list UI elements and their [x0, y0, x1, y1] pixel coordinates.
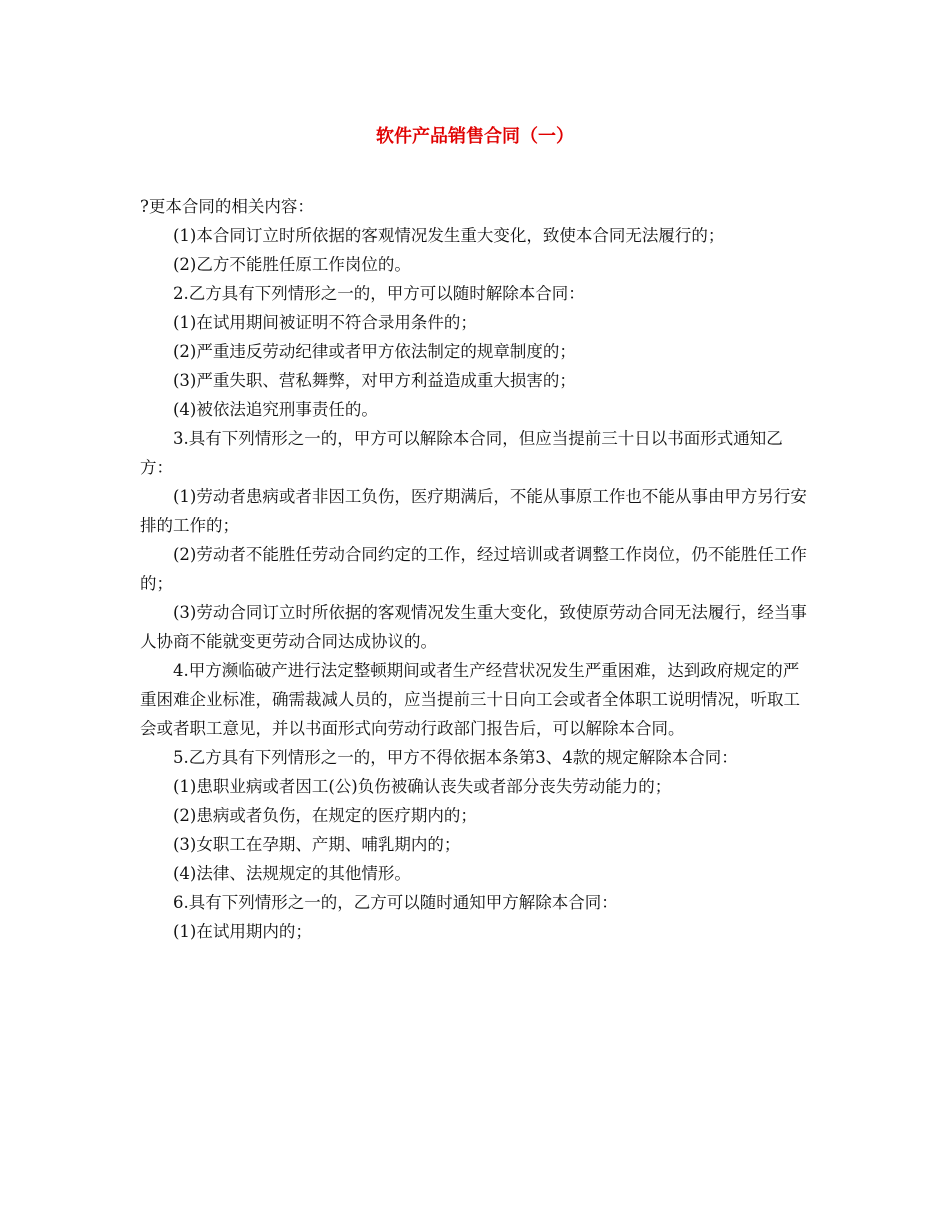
- paragraph-17: (4)法律、法规规定的其他情形。: [173, 864, 411, 883]
- paragraph-5: (2)严重违反劳动纪律或者甲方依法制定的规章制度的；: [173, 342, 576, 361]
- paragraph-9: (1)劳动者患病或者非因工负伤，医疗期满后，不能从事原工作也不能从事由甲方另行安排的工作的；: [140, 487, 807, 535]
- paragraph-10: (2)劳动者不能胜任劳动合同约定的工作，经过培训或者调整工作岗位，仍不能胜任工作的；: [140, 545, 807, 593]
- paragraph-1: (1)本合同订立时所依据的客观情况发生重大变化，致使本合同无法履行的；: [173, 226, 725, 245]
- document-body: [140, 192, 812, 946]
- paragraph-12: 4.甲方濒临破产进行法定整顿期间或者生产经营状况发生严重困难，达到政府规定的严重困难企业标准，确需裁减人员的，应当提前三十日向工会或者全体职工说明情况，听取工会或者职工意见，并以书面形式向劳动行政部门报告后，可以解除本合同。: [140, 661, 800, 738]
- paragraph-3: 2.乙方具有下列情形之一的，甲方可以随时解除本合同：: [173, 284, 585, 303]
- paragraph-0: ?更本合同的相关内容：: [140, 197, 314, 216]
- paragraph-2: (2)乙方不能胜任原工作岗位的。: [173, 255, 411, 274]
- paragraph-7: (4)被依法追究刑事责任的。: [173, 400, 378, 419]
- paragraph-16: (3)女职工在孕期、产期、哺乳期内的；: [173, 835, 461, 854]
- paragraph-11: (3)劳动合同订立时所依据的客观情况发生重大变化，致使原劳动合同无法履行，经当事人协商不能就变更劳动合同达成协议的。: [140, 603, 807, 651]
- paragraph-13: 5.乙方具有下列情形之一的，甲方不得依据本条第3、4款的规定解除本合同：: [173, 748, 738, 767]
- paragraph-15: (2)患病或者负伤，在规定的医疗期内的；: [173, 806, 477, 825]
- paragraph-18: 6.具有下列情形之一的，乙方可以随时通知甲方解除本合同：: [173, 893, 618, 912]
- paragraph-8: 3.具有下列情形之一的，甲方可以解除本合同，但应当提前三十日以书面形式通知乙方：: [140, 429, 783, 477]
- paragraph-4: (1)在试用期间被证明不符合录用条件的；: [173, 313, 477, 332]
- document-title: 软件产品销售合同（一）: [376, 126, 574, 147]
- paragraph-19: (1)在试用期内的；: [173, 922, 312, 941]
- paragraph-6: (3)严重失职、营私舞弊，对甲方利益造成重大损害的；: [173, 371, 576, 390]
- paragraph-14: (1)患职业病或者因工(公)负伤被确认丧失或者部分丧失劳动能力的；: [173, 777, 672, 796]
